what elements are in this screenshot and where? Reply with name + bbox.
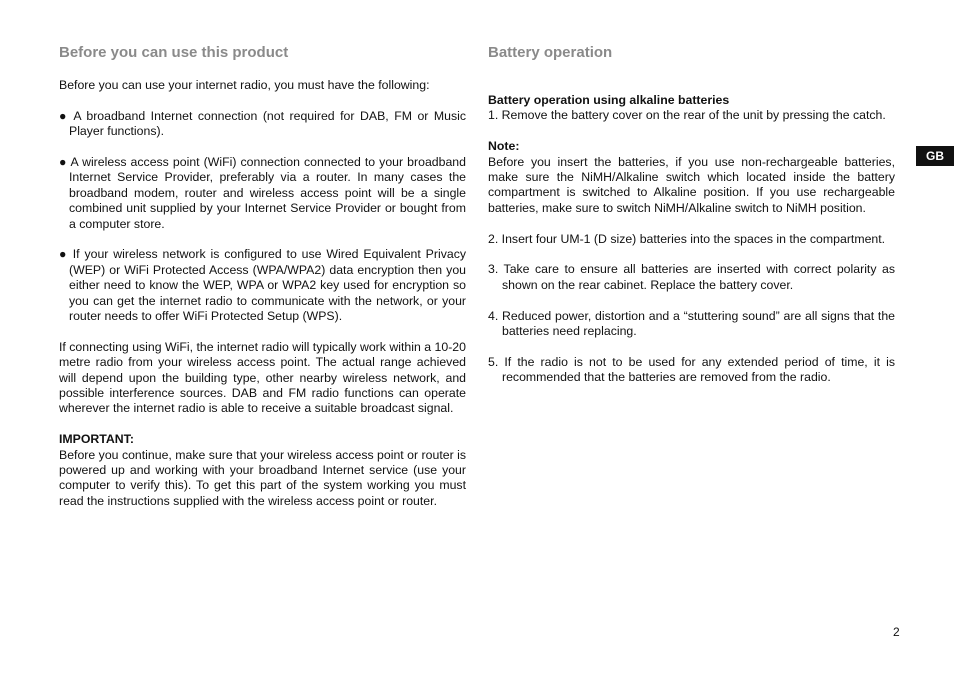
step-item: 4. Reduced power, distortion and a “stuttering sound” are all signs that the batteries need replacing. bbox=[488, 308, 895, 339]
step-item: 5. If the radio is not to be used for any extended period of time, it is recommended that the batteries are removed from the radio. bbox=[488, 354, 895, 385]
bullet-item: ● If your wireless network is configured to use Wired Equivalent Privacy (WEP) or WiFi Protected Access (WPA/WPA2) data encryption then you either need to know the WEP, WPA or WPA2 key used for encryption so you can get the internet radio to communicate with the network, or your router needs to offer WiFi Protected Setup (WPS). bbox=[59, 247, 466, 324]
section-heading: Battery operation bbox=[488, 44, 613, 61]
intro-paragraph: Before you can use your internet radio, you must have the following: bbox=[59, 78, 430, 92]
important-label: IMPORTANT: bbox=[59, 432, 134, 447]
section-heading: Before you can use this product bbox=[59, 44, 289, 61]
range-paragraph: If connecting using WiFi, the internet radio will typically work within a 10-20 metre radio from your wireless access point. The actual range achieved will depend upon the building type, other nearby wireless network, and possible interference sources. DAB and FM radio functions can operate wherever the internet radio is able to receive a suitable broadcast signal. bbox=[59, 339, 466, 416]
step-item: 3. Take care to ensure all batteries are inserted with correct polarity as shown on the rear cabinet. Replace the battery cover. bbox=[488, 262, 895, 292]
note-paragraph: Before you insert the batteries, if you use non-rechargeable batteries, make sure the NiMH/Alkaline switch which located inside the battery compartment is switched to Alkaline position. If you use rechargeable batteries, make sure to switch NiMH/Alkaline switch to NiMH position. bbox=[488, 154, 895, 215]
language-tab: GB bbox=[916, 146, 954, 166]
left-column bbox=[59, 44, 466, 509]
right-column bbox=[488, 44, 895, 386]
step-item: 2. Insert four UM-1 (D size) batteries into the spaces in the compartment. bbox=[488, 231, 886, 246]
bullet-item: ● A broadband Internet connection (not required for DAB, FM or Music Player functions). bbox=[59, 108, 466, 139]
subheading: Battery operation using alkaline batteries bbox=[488, 93, 730, 107]
note-label: Note: bbox=[488, 139, 520, 154]
page-number: 2 bbox=[893, 625, 900, 639]
bullet-item: ● A wireless access point (WiFi) connection connected to your broadband Internet Service Provider, preferably via a router. In many cases the broadband modem, router and wireless access point will be a single combined unit supplied by your Internet Service Provider or bought from a computer store. bbox=[59, 155, 466, 231]
step-item: 1. Remove the battery cover on the rear of the unit by pressing the catch. bbox=[488, 108, 886, 123]
important-paragraph: Before you continue, make sure that your wireless access point or router is powered up and working with your broadband Internet service (use your computer to verify this). To get this part of the system working you must read the instructions supplied with the wireless access point or router. bbox=[59, 447, 466, 508]
